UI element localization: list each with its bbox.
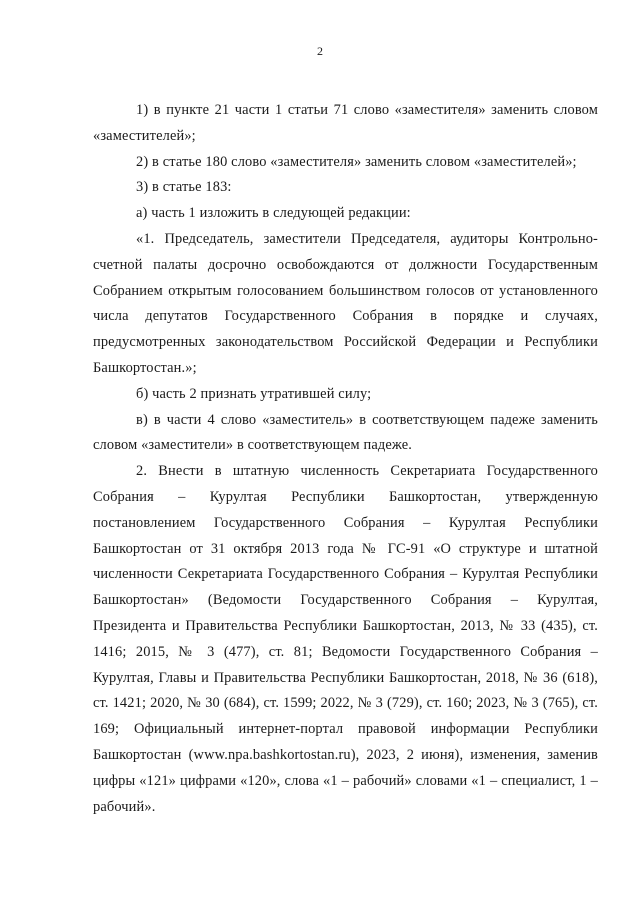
paragraph-item-1: 1) в пункте 21 части 1 статьи 71 слово «заместителя» заменить словом «заместителей»;	[93, 102, 598, 144]
paragraph-subitem-b: б) часть 2 признать утратившей силу;	[136, 385, 372, 402]
paragraph-quoted-part-1: «1. Председатель, заместители Председателя, аудиторы Контрольно-счетной палаты досрочно освобождаются от должности Государственным Собранием открытым голосованием большинством голосов от установленного числа депутатов Государственного Собрания в порядке и случаях, предусмотренных законодательством Российской Федерации и Республики Башкортостан.»;	[93, 230, 598, 376]
paragraph-item-2: 2) в статье 180 слово «заместителя» заменить словом «заместителей»;	[136, 153, 577, 170]
paragraph-subitem-a: а) часть 1 изложить в следующей редакции:	[136, 205, 411, 222]
paragraph-subitem-v: в) в части 4 слово «заместитель» в соответствующем падеже заменить словом «заместители» в соответствующем падеже.	[93, 411, 598, 454]
page-number: 2	[317, 44, 323, 58]
paragraph-item-3: 3) в статье 183:	[136, 179, 232, 196]
paragraph-section-2: 2. Внести в штатную численность Секретариата Государственного Собрания – Курултая Республики Башкортостан, утвержденную постановлением Государственного Собрания – Курултая Республики Башкортостан от 31 октября 2013 года № ГС-91 «О структуре и штатной численности Секретариата Государственного Собрания – Курултая Республики Башкортостан» (Ведомости Государственного Собрания – Курултая, Президента и Правительства Республики Башкортостан, 2013, № 33 (435), ст. 1416; 2015, № 3 (477), ст. 81; Ведомости Государственного Собрания – Курултая, Главы и Правительства Республики Башкортостан, 2018, № 36 (618), ст. 1421; 2020, № 30 (684), ст. 1599; 2022, № 3 (729), ст. 160; 2023, № 3 (765), ст. 169; Официальный интернет-портал правовой информации Республики Башкортостан (www.npa.bashkortostan.ru), 2023, 2 июня), изменения, заменив цифры «121» цифрами «120», слова «1 – рабочий» словами «1 – специалист, 1 – рабочий».	[93, 463, 598, 815]
document-body	[93, 98, 598, 820]
